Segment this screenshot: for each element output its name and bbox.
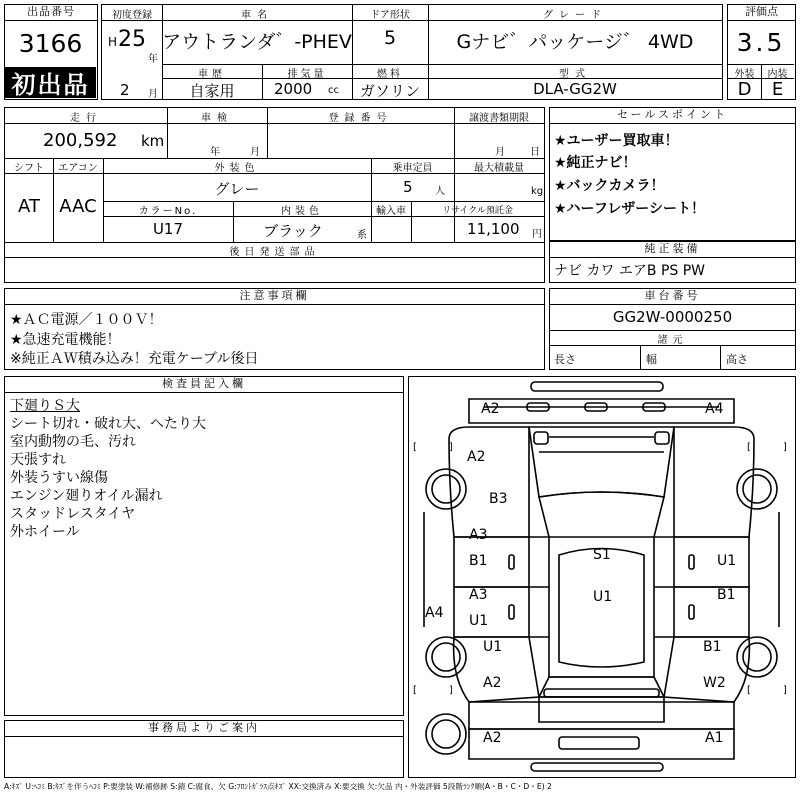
- inspector-line: 天張すれ: [10, 452, 66, 468]
- displacement-unit: cc: [328, 85, 339, 96]
- inspector-line: シート切れ・破れ大、へたり大: [10, 416, 206, 432]
- int-score-label: 内装: [767, 69, 788, 80]
- office-box: [4, 720, 404, 778]
- first-reg-month-unit: 月: [148, 89, 158, 100]
- bracket: ]: [449, 685, 453, 696]
- inspector-line: 下廻りＳ大: [10, 398, 80, 414]
- bracket: ]: [783, 685, 787, 696]
- transfer-month-unit: 月: [495, 147, 505, 158]
- door-count: 5: [383, 27, 397, 49]
- aircon-label: エアコン: [58, 163, 98, 174]
- type-value: DLA-GG2W: [533, 80, 617, 98]
- grade-name: Gナビ゛パッケージ゛ 4WD: [456, 31, 694, 53]
- aircon-value: AAC: [59, 196, 97, 217]
- equipment-box: [549, 241, 796, 283]
- equipment-value: ナビ カワ エアB PS PW: [554, 263, 706, 279]
- first-listing-badge: 初出品: [5, 67, 96, 98]
- first-reg-era: H: [108, 35, 118, 49]
- displacement-value: 2000: [274, 80, 313, 98]
- shift-value: AT: [18, 196, 40, 217]
- capacity-unit: 人: [435, 186, 445, 197]
- chassis-label: 車台番号: [550, 289, 795, 305]
- type-label: 型式: [559, 69, 591, 80]
- sales-point-item: ★ユーザー買取車！: [554, 133, 679, 149]
- damage-mark: B1: [717, 587, 736, 603]
- model-name: アウトランダ゛-PHEV: [162, 31, 352, 53]
- fuel-value: ガソリン: [359, 82, 420, 100]
- history-label: 車歴: [198, 69, 226, 80]
- transfer-day-unit: 日: [530, 147, 540, 158]
- int-color-unit: 系: [357, 230, 367, 241]
- vehicle-header: [101, 4, 723, 100]
- damage-mark: A2: [483, 675, 502, 691]
- sales-point-item: ★ハーフレザーシート！: [554, 201, 706, 217]
- ext-score: D: [737, 79, 752, 100]
- grade-label: グレード: [543, 10, 607, 21]
- ext-color-value: グレー: [214, 180, 260, 198]
- damage-mark: A3: [469, 587, 488, 603]
- damage-mark: U1: [717, 553, 737, 569]
- recycle-unit: 円: [532, 229, 542, 240]
- sales-points-box: [549, 107, 796, 241]
- inspector-line: スタッドレスタイヤ: [10, 506, 136, 522]
- first-reg-year-unit: 年: [148, 54, 158, 65]
- sales-points-label: セールスポイント: [550, 108, 795, 124]
- notes-box: [4, 288, 545, 370]
- damage-mark: U1: [483, 639, 503, 655]
- damage-mark: B3: [489, 491, 508, 507]
- damage-mark: W2: [703, 675, 726, 691]
- damage-mark: A3: [469, 527, 488, 543]
- dims-height-label: 高さ: [726, 353, 748, 366]
- damage-mark: A4: [705, 401, 724, 417]
- damage-mark: S1: [593, 547, 611, 563]
- lot-label: 出品番号: [5, 5, 97, 21]
- damage-mark: U1: [469, 613, 489, 629]
- color-no-value: U17: [152, 220, 184, 238]
- bracket: [: [413, 685, 417, 696]
- note-line: ※純正ＡＷ積み込み！充電ケーブル後日: [10, 351, 259, 367]
- recycle-value: 11,100: [467, 220, 520, 238]
- notes-label: 注意事項欄: [5, 289, 544, 305]
- first-reg-label: 初度登録: [112, 10, 152, 21]
- displacement-label: 排気量: [287, 69, 327, 80]
- doors-label: ドア形状: [370, 10, 410, 21]
- mileage-unit: km: [141, 132, 165, 150]
- bracket: ]: [449, 442, 453, 453]
- bracket: [: [413, 442, 417, 453]
- dims-label: 諸元: [657, 335, 688, 346]
- legend-text: A:ｷｽﾞ U:ﾍｺﾐ B:ｷｽﾞを伴うﾍｺﾐ P:要塗装 W:補修跡 S:錆 C:腐食、欠 G:ﾌﾛﾝﾄｶﾞﾗｽ点ｷｽﾞ XX:交換済み X:要交換 欠:欠品 内・外装評価 5段階ﾗﾝｸ順(A・B・C・D・E) 2: [4, 782, 552, 791]
- model-label: 車名: [241, 10, 273, 21]
- sales-point-item: ★純正ナビ！: [554, 155, 637, 171]
- import-label: 輸入車: [376, 206, 406, 217]
- transfer-label: 譲渡書類期限: [469, 113, 529, 124]
- bracket: [: [747, 442, 751, 453]
- bracket: ]: [783, 442, 787, 453]
- dims-width-label: 幅: [646, 353, 657, 366]
- capacity-label: 乗車定員: [392, 163, 433, 174]
- bracket: [: [747, 685, 751, 696]
- inspection-label: 車検: [201, 113, 233, 124]
- inspection-month-unit: 月: [250, 147, 260, 158]
- fuel-label: 燃料: [377, 69, 403, 80]
- office-label: 事務局よりご案内: [5, 721, 403, 737]
- car-outline: [409, 377, 794, 776]
- score-box: [727, 4, 796, 100]
- dims-length-label: 長さ: [554, 353, 576, 366]
- mileage-value: 200,592: [43, 130, 118, 151]
- damage-mark: A2: [483, 730, 502, 746]
- detail-grid: [4, 107, 545, 283]
- damage-diagram: [408, 376, 796, 778]
- damage-mark: B1: [469, 553, 488, 569]
- equipment-label: 純正装備: [550, 242, 795, 258]
- score-label: 評価点: [728, 5, 795, 21]
- chassis-box: [549, 288, 796, 370]
- damage-mark: B1: [703, 639, 722, 655]
- reg-no-label: 登録番号: [328, 113, 393, 124]
- inspector-line: 外装うすい線傷: [10, 470, 108, 486]
- ext-score-label: 外装: [734, 69, 755, 80]
- int-score: E: [771, 79, 784, 100]
- int-color-label: 内装色: [281, 206, 323, 217]
- lot-box: [4, 4, 98, 100]
- inspector-line: エンジン廻りオイル漏れ: [10, 488, 163, 504]
- note-line: ★急速充電機能！: [10, 332, 121, 348]
- inspector-box: [4, 376, 404, 716]
- damage-mark: A1: [705, 730, 724, 746]
- recycle-label: リサイクル預託金: [442, 206, 513, 216]
- max-load-label: 最大積載量: [474, 163, 524, 174]
- history-value: 自家用: [189, 82, 235, 100]
- int-color-value: ブラック: [263, 222, 323, 240]
- inspector-label: 検査員記入欄: [5, 377, 403, 393]
- damage-mark: A2: [467, 449, 486, 465]
- sales-point-item: ★バックカメラ！: [554, 178, 665, 194]
- first-reg-month: 2: [120, 81, 130, 99]
- capacity-value: 5: [403, 178, 413, 196]
- ext-color-label: 外装色: [214, 163, 260, 174]
- score-value: 3.5: [736, 27, 786, 57]
- first-reg-year: 25: [118, 27, 146, 52]
- max-load-unit: kg: [531, 186, 544, 197]
- damage-mark: A4: [425, 605, 444, 621]
- chassis-number: GG2W-0000250: [612, 308, 733, 326]
- inspection-year-unit: 年: [210, 147, 220, 158]
- mileage-label: 走行: [70, 113, 102, 124]
- inspector-line: 外ホイール: [10, 524, 80, 540]
- damage-mark: U1: [593, 589, 613, 605]
- lot-number: 3166: [18, 28, 83, 58]
- inspector-line: 室内動物の毛、汚れ: [10, 434, 136, 450]
- color-no-label: カラーNo.: [138, 206, 198, 217]
- shift-label: シフト: [14, 163, 44, 174]
- later-parts-label: 後日発送部品: [229, 247, 320, 258]
- note-line: ★ＡＣ電源／１００Ｖ！: [10, 312, 163, 328]
- damage-mark: A2: [481, 401, 500, 417]
